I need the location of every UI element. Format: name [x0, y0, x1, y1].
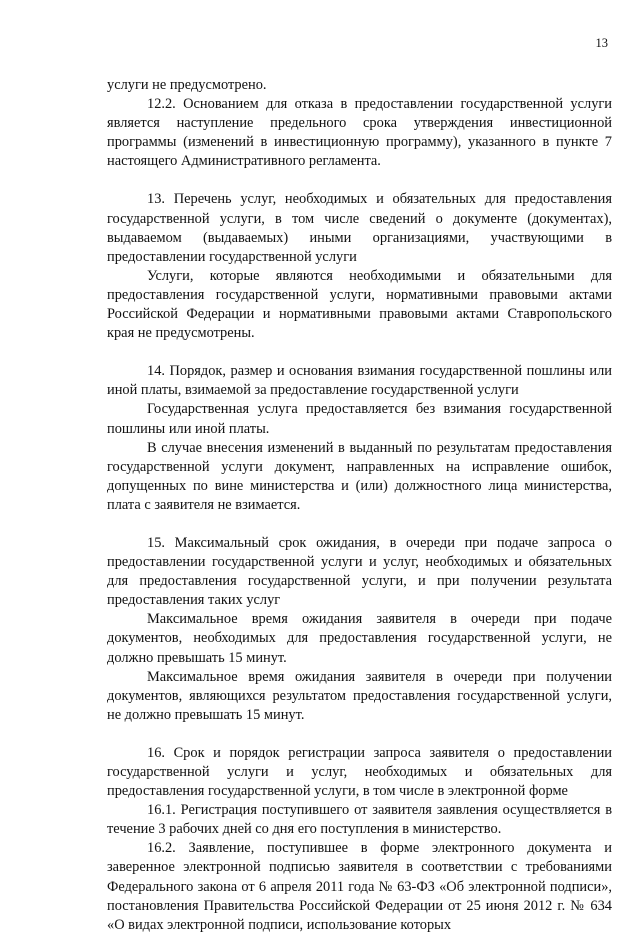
paragraph-continuation: услуги не предусмотрено.	[107, 77, 267, 93]
section-heading-15: 15. Максимальный срок ожидания, в очереди при подаче запроса о предоставлении государственной услуги и услуг, необходимых и обязательных для предоставления государственной услуги, и при получении результата предоставления таких услуг	[107, 534, 612, 609]
paragraph-13-body: Услуги, которые являются необходимыми и обязательными для предоставления государственной услуги, нормативными правовыми актами Российской Федерации и нормативными правовыми актами Ставропольского края не предусмотрены.	[107, 267, 612, 342]
paragraph-16-1: 16.1. Регистрация поступившего от заявителя заявления осуществляется в течение 3 рабочих дней со дня его поступления в министерство.	[107, 802, 612, 838]
paragraph-14-body-2: В случае внесения изменений в выданный по результатам предоставления государственной услуги документ, направленных на исправление ошибок, допущенных по вине министерства и (или) должностного лица министерства, плата с заявителя не взимается.	[107, 439, 612, 513]
section-heading-13: 13. Перечень услуг, необходимых и обязательных для предоставления государственной услуги, в том числе сведений о документе (документах), выдаваемом (выдаваемых) иными организациями, участвующими в предоставлении государственной услуги	[107, 191, 612, 265]
section-heading-14: 14. Порядок, размер и основания взимания государственной пошлины или иной платы, взимаемой за предоставление государственной услуги	[107, 363, 612, 399]
document-body	[107, 76, 612, 935]
paragraph-16-2: 16.2. Заявление, поступившее в форме электронного документа и заверенное электронной подписью заявителя в соответствии с требованиями Федерального закона от 6 апреля 2011 года № 63-ФЗ «Об электронной подписи», постановления Правительства Российской Федерации от 25 июня 2012 г. № 634 «О видах электронной подписи, использование которых	[107, 840, 612, 933]
paragraph-12-2: 12.2. Основанием для отказа в предоставлении государственной услуги является наступление предельного срока утверждения инвестиционной программы (изменений в инвестиционную программу), указанного в пункте 7 настоящего Административного регламента.	[107, 96, 612, 170]
paragraph-14-body-1: Государственная услуга предоставляется без взимания государственной пошлины или иной платы.	[107, 401, 612, 437]
page-number: 13	[595, 36, 608, 50]
section-heading-16: 16. Срок и порядок регистрации запроса заявителя о предоставлении государственной услуги и услуг, необходимых и обязательных для предоставления государственной услуги, в том числе в электронной форме	[107, 744, 612, 800]
paragraph-15-body-2: Максимальное время ожидания заявителя в очереди при получении документов, являющихся результатом предоставления государственной услуги, не должно превышать 15 минут.	[107, 668, 612, 723]
paragraph-15-body-1: Максимальное время ожидания заявителя в очереди при подаче документов, необходимых для предоставления государственной услуги, не должно превышать 15 минут.	[107, 611, 612, 666]
